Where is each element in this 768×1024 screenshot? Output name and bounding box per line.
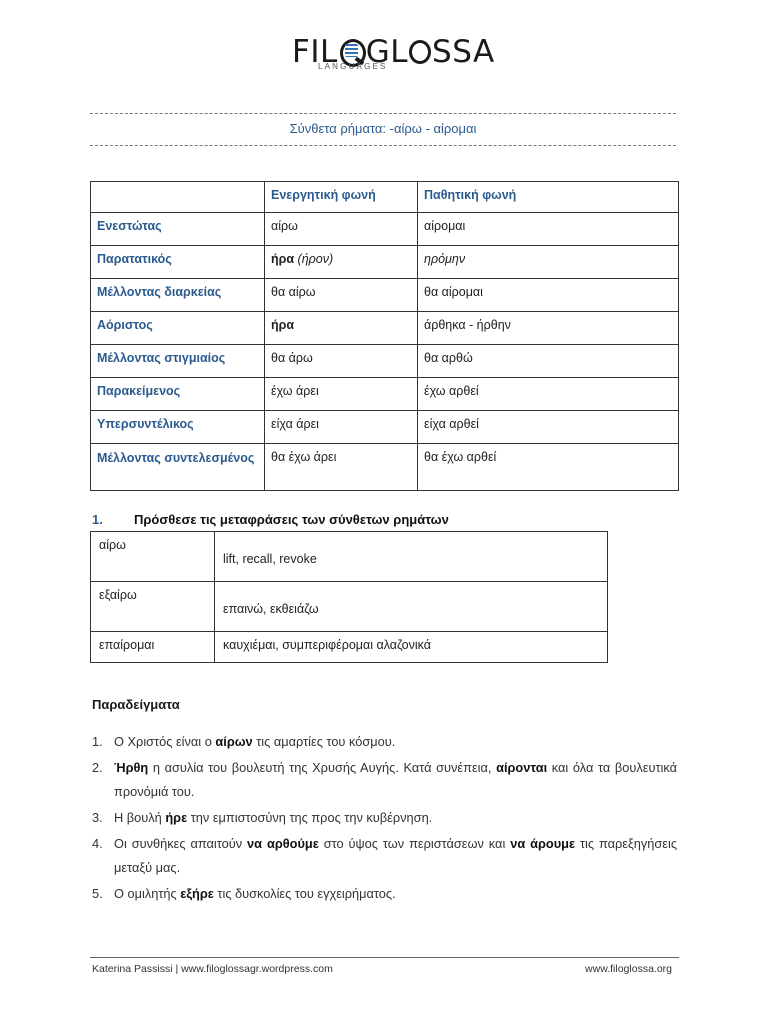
list-item: [92, 806, 677, 830]
highlighted-verb: αίρονται: [496, 760, 548, 775]
tense-label: Αόριστος: [91, 312, 265, 345]
passive-form: άρθηκα - ήρθην: [418, 312, 679, 345]
table-row: [91, 246, 679, 279]
verb-cell: επαίρομαι: [91, 632, 215, 663]
tense-label: Μέλλοντας συντελεσμένος: [91, 444, 265, 491]
highlighted-verb: εξήρε: [180, 886, 214, 901]
table-row: [91, 378, 679, 411]
tense-label: Υπερσυντέλικος: [91, 411, 265, 444]
examples-title: Παραδείγματα: [92, 697, 180, 712]
logo-subtitle: LANGUAGES: [318, 62, 388, 71]
active-form: θα έχω άρει: [265, 444, 418, 491]
passive-form: θα αίρομαι: [418, 279, 679, 312]
example-number: 4.: [92, 836, 103, 851]
header-passive: Παθητική φωνή: [418, 182, 679, 213]
active-form: είχα άρει: [265, 411, 418, 444]
title-divider-top: [90, 113, 676, 114]
example-fragment: Ο Χριστός είναι ο: [114, 734, 216, 749]
example-text: [114, 832, 677, 880]
tense-label: Ενεστώτας: [91, 213, 265, 246]
header-empty: [91, 182, 265, 213]
tense-label: Μέλλοντας στιγμιαίος: [91, 345, 265, 378]
active-form: ήρα: [265, 312, 418, 345]
logo-text-part1: FIL: [292, 34, 338, 70]
verb-cell: εξαίρω: [91, 582, 215, 632]
tense-label: Παρατατικός: [91, 246, 265, 279]
translation-text: επαινώ, εκθειάζω: [223, 602, 319, 616]
passive-form: ηρόμην: [418, 246, 679, 279]
example-fragment: και όλα τα βουλευτικά προνόμιά του.: [114, 760, 677, 799]
passive-form: αίρομαι: [418, 213, 679, 246]
active-form: [265, 246, 418, 279]
logo-text-part3: SSA: [432, 34, 495, 70]
table-row: [91, 582, 608, 632]
example-text: [114, 806, 677, 830]
example-number: 1.: [92, 734, 103, 749]
page-title: Σύνθετα ρήματα: -αίρω - αίρομαι: [289, 121, 477, 136]
table-row: [91, 213, 679, 246]
title-divider-bottom: [90, 145, 676, 146]
translation-table: [90, 531, 608, 663]
passive-form: είχα αρθεί: [418, 411, 679, 444]
table-row: [91, 411, 679, 444]
highlighted-verb: να άρουμε: [510, 836, 576, 851]
tense-label: Μέλλοντας διαρκείας: [91, 279, 265, 312]
example-fragment: τις αμαρτίες του κόσμου.: [252, 734, 396, 749]
passive-form: έχω αρθεί: [418, 378, 679, 411]
table-row: [91, 444, 679, 491]
list-item: [92, 832, 677, 880]
example-fragment: Ο ομιλητής: [114, 886, 181, 901]
example-fragment: στο ύψος των περιστάσεων και: [318, 836, 511, 851]
table-row: [91, 632, 608, 663]
translation-cell: [215, 582, 608, 632]
highlighted-verb: αίρων: [215, 734, 253, 749]
example-number: 3.: [92, 810, 103, 825]
translation-text: lift, recall, revoke: [223, 552, 317, 566]
table-row: [91, 532, 608, 582]
footer-divider: [90, 957, 679, 958]
active-form: αίρω: [265, 213, 418, 246]
active-form: έχω άρει: [265, 378, 418, 411]
header-active: Ενεργητική φωνή: [265, 182, 418, 213]
exercise-number: 1.: [92, 512, 103, 527]
list-item: [92, 882, 677, 906]
example-fragment: η ασυλία του βουλευτή της Χρυσής Αυγής. Κατά συνέπεια,: [148, 760, 497, 775]
passive-form: θα αρθώ: [418, 345, 679, 378]
exercise-instruction: Πρόσθεσε τις μεταφράσεις των σύνθετων ρημάτων: [134, 512, 449, 527]
list-item: [92, 756, 677, 804]
examples-list: [92, 730, 677, 908]
example-text: [114, 756, 677, 804]
example-text: [114, 882, 677, 906]
logo-text-part2: GL: [365, 34, 409, 70]
example-fragment: τις παρεξηγήσεις μεταξύ μας.: [114, 836, 677, 875]
example-fragment: Οι συνθήκες απαιτούν: [114, 836, 248, 851]
table-header-row: [91, 182, 679, 213]
conjugation-table: [90, 181, 679, 491]
example-text: [114, 730, 677, 754]
highlighted-verb: να αρθούμε: [247, 836, 319, 851]
list-item: [92, 730, 677, 754]
highlighted-verb: Ήρθη: [114, 760, 149, 775]
example-number: 2.: [92, 760, 103, 775]
exercise-heading: [92, 512, 449, 527]
table-row: [91, 345, 679, 378]
active-form: θα άρω: [265, 345, 418, 378]
active-form-italic: (ήρον): [294, 252, 334, 266]
example-fragment: Η βουλή: [114, 810, 166, 825]
active-form-bold: ήρα: [271, 252, 295, 266]
logo-o-icon: [409, 40, 431, 64]
footer-credit: Katerina Passissi | www.filoglossagr.wordpress.com: [92, 963, 333, 975]
translation-cell: καυχιέμαι, συμπεριφέρομαι αλαζονικά: [215, 632, 608, 663]
verb-cell: αίρω: [91, 532, 215, 582]
tense-label: Παρακείμενος: [91, 378, 265, 411]
active-form: θα αίρω: [265, 279, 418, 312]
passive-form: θα έχω αρθεί: [418, 444, 679, 491]
highlighted-verb: ήρε: [165, 810, 188, 825]
table-row: [91, 279, 679, 312]
translation-cell: [215, 532, 608, 582]
example-fragment: τις δυσκολίες του εγχειρήματος.: [213, 886, 396, 901]
example-fragment: την εμπιστοσύνη της προς την κυβέρνηση.: [187, 810, 433, 825]
footer-website: www.filoglossa.org: [585, 963, 672, 975]
table-row: [91, 312, 679, 345]
example-number: 5.: [92, 886, 103, 901]
